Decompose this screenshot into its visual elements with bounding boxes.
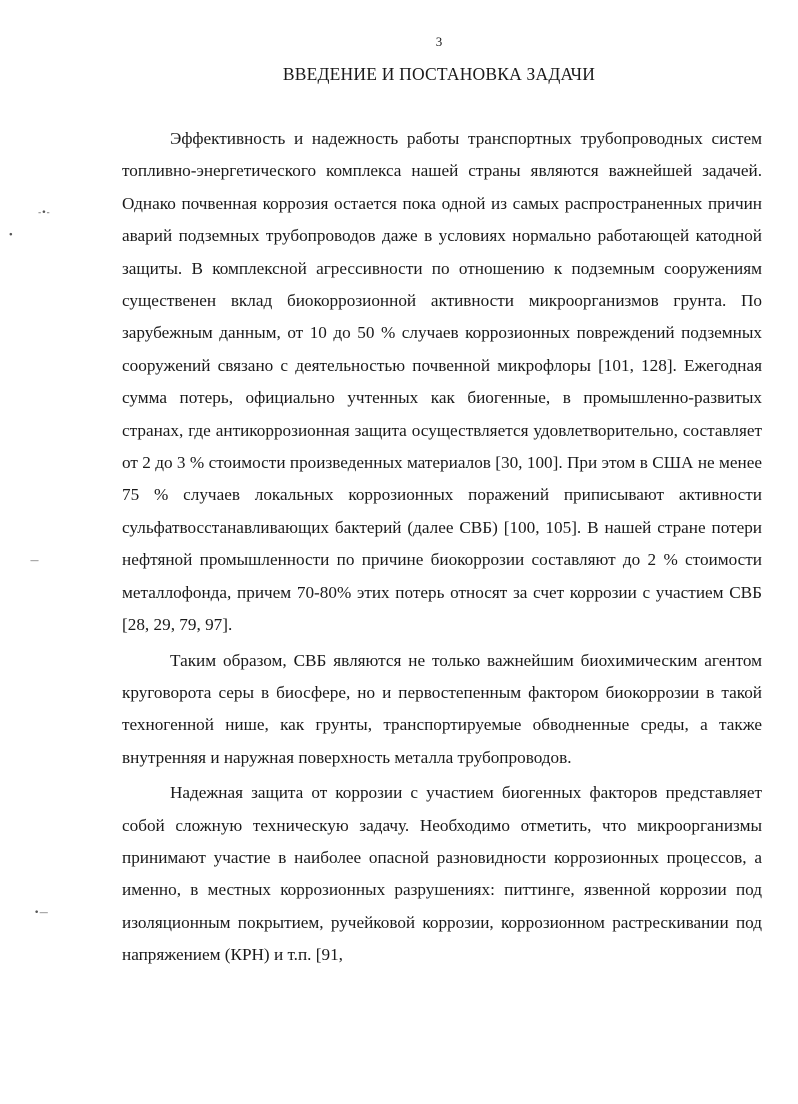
- margin-scan-mark: •—: [34, 908, 49, 918]
- paragraph-2: Таким образом, СВБ являются не только важнейшим биохимическим агентом круговорота серы в биосфере, но и первостепенным фактором биокоррозии в такой техногенной нише, как грунты, транспортируемые обводненные среды, а также внутренняя и наружная поверхность металла трубопроводов.: [122, 650, 762, 767]
- margin-scan-mark: -•-: [38, 208, 50, 218]
- margin-scan-mark: ∙: [8, 230, 14, 240]
- paragraph-3: Надежная защита от коррозии с участием биогенных факторов представляет собой сложную техническую задачу. Необходимо отметить, что микроорганизмы принимают участие в наиболее опасной разновидности коррозионных процессов, а именно, в местных коррозионных разрушениях: питтинге, язвенной коррозии под изоляционным покрытием, ручейковой коррозии, коррозионном растрескивании под напряжением (КРН) и т.п. [91,: [122, 783, 762, 965]
- margin-scan-mark: —: [30, 556, 39, 566]
- paragraph-1: Эффективность и надежность работы транспортных трубопроводных систем топливно-энергетического комплекса нашей страны являются важнейшей задачей. Однако почвенная коррозия остается пока одной из самых распространенных причин аварий подземных трубопроводов даже в условиях нормально работающей катодной защиты. В комплексной агрессивности по отношению к подземным сооружениям существенен вклад биокоррозионной активности микроорганизмов грунта. По зарубежным данным, от 10 до 50 % случаев коррозионных повреждений подземных сооружений связано с деятельностью почвенной микрофлоры [101, 128]. Ежегодная сумма потерь, официально учтенных как биогенные, в промышленно-развитых странах, где антикоррозионная защита осуществляется удовлетворительно, составляет от 2 до 3 % стоимости произведенных материалов [30, 100]. При этом в США не менее 75 % случаев локальных коррозионных поражений приписывают активности сульфатвосстанавливающих бактерий (далее СВБ) [100, 105]. В нашей стране потери нефтяной промышленности по причине биокоррозии составляют до 2 % стоимости металлофонда, причем 70-80% этих потерь относят за счет коррозии с участием СВБ [28, 29, 79, 97].: [122, 129, 762, 635]
- page-number: 3: [435, 34, 443, 49]
- body-text: [122, 123, 762, 975]
- page-title: ВВЕДЕНИЕ И ПОСТАНОВКА ЗАДАЧИ: [282, 64, 596, 84]
